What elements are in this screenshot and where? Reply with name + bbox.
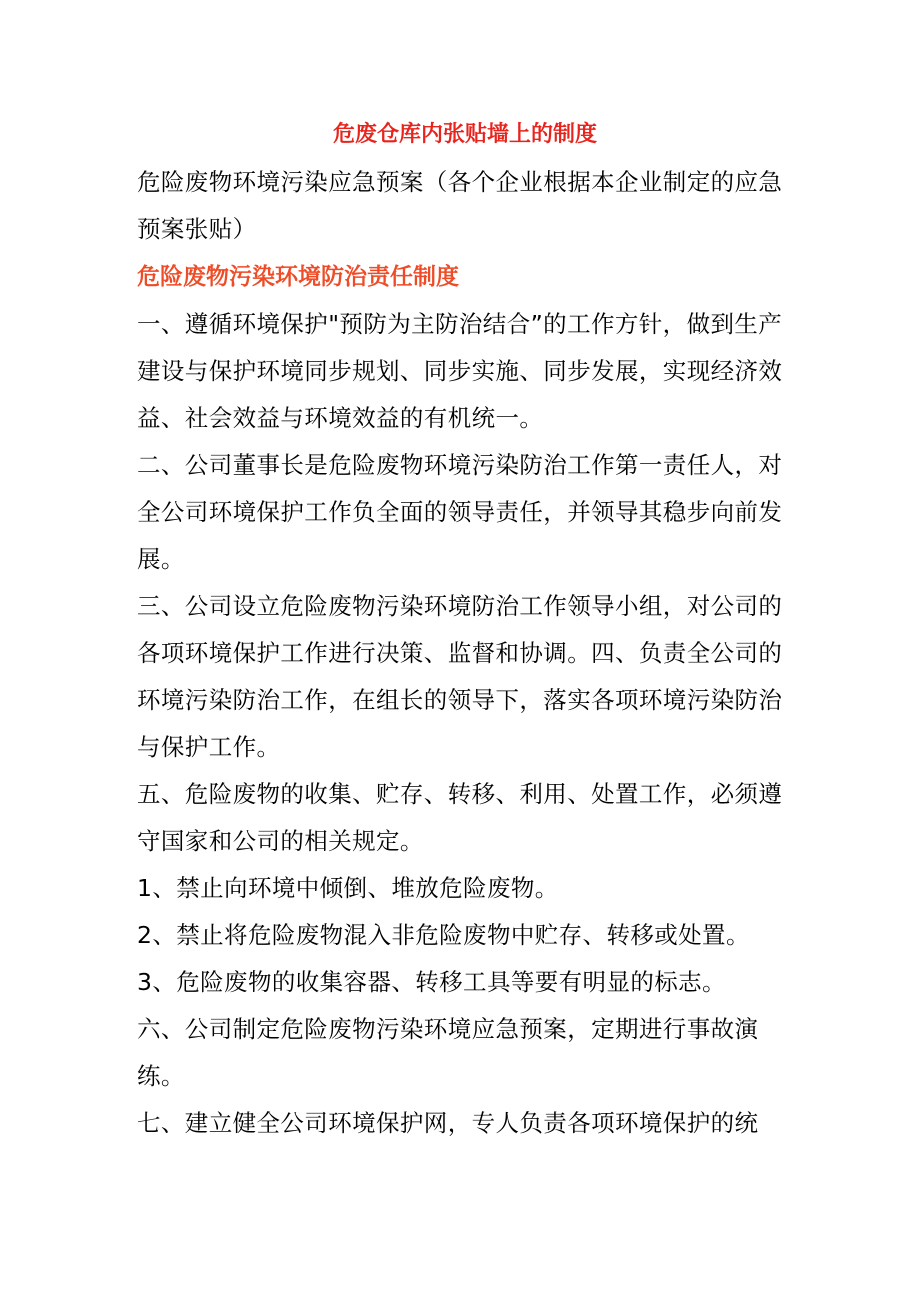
paragraph-6: 六、公司制定危险废物污染环境应急预案，定期进行事故演练。 — [137, 1015, 759, 1090]
paragraph-5: 五、危险废物的收集、贮存、转移、利用、处置工作，必须遵守国家和公司的相关规定。 — [137, 780, 783, 855]
section-heading: 危险废物污染环境防治责任制度 — [137, 264, 459, 290]
paragraph-2: 二、公司董事长是危险废物环境污染防治工作第一责任人，对全公司环境保护工作负全面的领导责任，并领导其稳步向前发展。 — [137, 451, 783, 573]
intro-paragraph: 危险废物环境污染应急预案（各个企业根据本企业制定的应急预案张贴） — [137, 168, 783, 243]
paragraph-3: 三、公司设立危险废物污染环境防治工作领导小组，对公司的各项环境保护工作进行决策、监督和协调。四、负责全公司的环境污染防治工作，在组长的领导下，落实各项环境污染防治与保护工作。 — [137, 592, 783, 761]
paragraph-1: 一、遵循环境保护"预防为主防治结合”的工作方针，做到生产建设与保护环境同步规划、同步实施、同步发展，实现经济效益、社会效益与环境效益的有机统一。 — [137, 310, 783, 432]
document-title: 危废仓库内张贴墙上的制度 — [332, 122, 597, 147]
document-content — [137, 116, 787, 1147]
list-item-2: 2、禁止将危险废物混入非危险废物中贮存、转移或处置。 — [137, 921, 750, 949]
list-item-1: 1、禁止向环境中倾倒、堆放危险废物。 — [137, 874, 559, 902]
paragraph-7: 七、建立健全公司环境保护网，专人负责各项环境保护的统 — [137, 1109, 759, 1137]
list-item-3: 3、危险废物的收集容器、转移工具等要有明显的标志。 — [137, 968, 726, 996]
